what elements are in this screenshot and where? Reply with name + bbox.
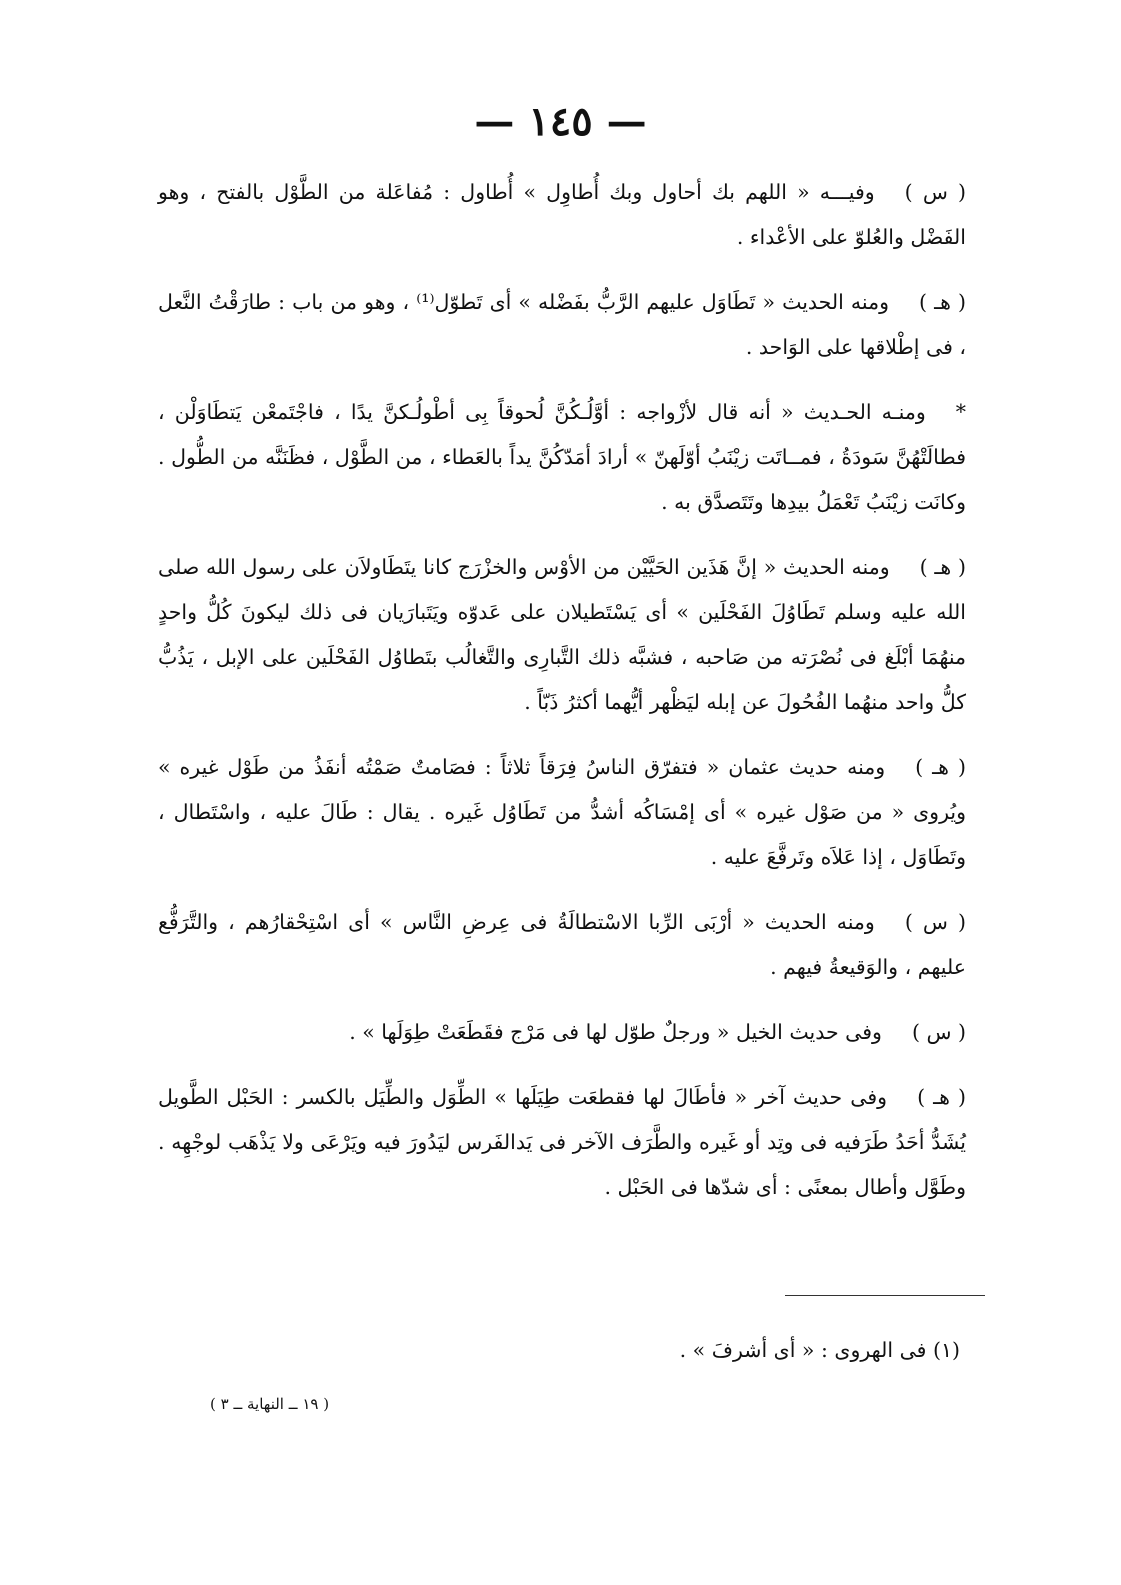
entry-text: ومنه الحديث « إنَّ هَذَين الحَيَّيْن من الأوْس والخزْرَج كانا يتَطَاولاَن على رسول الله صلى الله عليه وسلم تَطَاوُلَ الفَحْلَين » أى يَسْتَطيلان على عَدوّه ويَتَبارَيان فى ذلك ليكونَ كُلُّ واحدٍ منهُمَا أبْلَغ فى نُصْرَته من صَاحبه ، فشبَّه ذلك التَّبارِى والتَّغالُب بتَطاوُل الفَحْلَين على الإبل ، يَذُبُّ كلُّ واحد منهُما الفُحُولَ عن إبله ليَظْهر أيُّهما أكثرُ ذَبّاً . bbox=[158, 555, 966, 714]
entry-text: وفى حديث آخر « فأطَالَ لها فقطعَت طِيَلَها » الطِّوَل والطِّيَل بالكسر : الحَبْل الطَّويل يُشَدُّ أحَدُ طَرَفيه فى وتِد أو غَيره والطَّرَف الآخر فى يَدالفَرس ليَدُورَ فيه ويَرْعَى ولا يَذْهَب لوجْهِه . وطَوَّل وأطال بمعنًى : أى شدّها فى الحَبْل . bbox=[158, 1085, 966, 1199]
entry bbox=[158, 745, 966, 880]
entry-marker: ( س ) bbox=[911, 1020, 966, 1044]
entry bbox=[158, 1010, 966, 1055]
entry-text: ومنـه الحـديث « أنه قال لأزْواجه : أوَّلُـكُنَّ لُحوقاً بِى أطْولُـكنَّ يدًا ، فاجْتَمعْن يَتطَاوَلْن ، فطالَتْهُنَّ سَودَةُ ، فمــاتَت زيْنَبُ أوّلَهنّ » أرادَ أمَدّكُنَّ يداً بالعَطاء ، من الطَّوْل ، فظَنَنَّه من الطُّول . وكانَت زيْنَبُ تَعْمَلُ بيدِها وتَتَصدَّق به . bbox=[158, 400, 966, 514]
footnote: (١) فى الهروى : « أى أشرفَ » . bbox=[679, 1338, 960, 1362]
entry-text: ومنه حديث عثمان « فتفرّق الناسُ فِرَقاً ثلاثاً : فصَامتٌ صَمْتُه أنفَذُ من طَوْل غيره » ويُروى « من صَوْل غيره » أى إمْسَاكُه أشدُّ من تَطَاوُل غَيره . يقال : طَالَ عليه ، واسْتَطال ، وتَطَاوَل ، إذا عَلاَه وتَرفَّعَ عليه . bbox=[158, 755, 966, 869]
entry-marker: * bbox=[955, 400, 966, 424]
entry-text: وفيـــه « اللهم بك أحاول وبك أُطاوِل » أُطاول : مُفاعَلة من الطَّوْل بالفتح ، وهو الفَضْل والعُلوّ على الأعْداء . bbox=[158, 180, 966, 249]
entry-marker: ( هـ ) bbox=[919, 555, 966, 579]
entry-text: ومنه الحديث « تَطَاوَل عليهم الرَّبُّ بفَضْله » أى تَطوّل⁽¹⁾ ، وهو من باب : طارَقْتُ النَّعل ، فى إطْلاقها على الوَاحد . bbox=[158, 290, 966, 359]
entry bbox=[158, 390, 966, 525]
entry-marker: ( هـ ) bbox=[915, 755, 966, 779]
entry bbox=[158, 900, 966, 990]
entry-marker: ( س ) bbox=[904, 180, 966, 204]
entry-text: وفى حديث الخيل « ورجلٌ طوّل لها فى مَرْج فقَطَعَتْ طِوَلَها » . bbox=[349, 1020, 882, 1044]
page-number: — ١٤٥ — bbox=[474, 98, 647, 145]
entry-marker: ( هـ ) bbox=[919, 290, 966, 314]
main-text bbox=[158, 170, 966, 1230]
footnote-separator bbox=[785, 1295, 985, 1296]
entry-marker: ( هـ ) bbox=[917, 1085, 966, 1109]
entry bbox=[158, 1075, 966, 1210]
entry bbox=[158, 545, 966, 725]
entry bbox=[158, 280, 966, 370]
printer-signature: ( ١٩ ــ النهاية ــ ٣ ) bbox=[210, 1395, 330, 1413]
entry-text: ومنه الحديث « أرْبَى الرِّبا الاسْتطالَةُ فى عِرضِ النَّاس » أى اسْتِحْقارُهم ، والتَّرَفُّع عليهم ، والوَقيعةُ فيهم . bbox=[158, 910, 966, 979]
entry bbox=[158, 170, 966, 260]
entry-marker: ( س ) bbox=[904, 910, 966, 934]
